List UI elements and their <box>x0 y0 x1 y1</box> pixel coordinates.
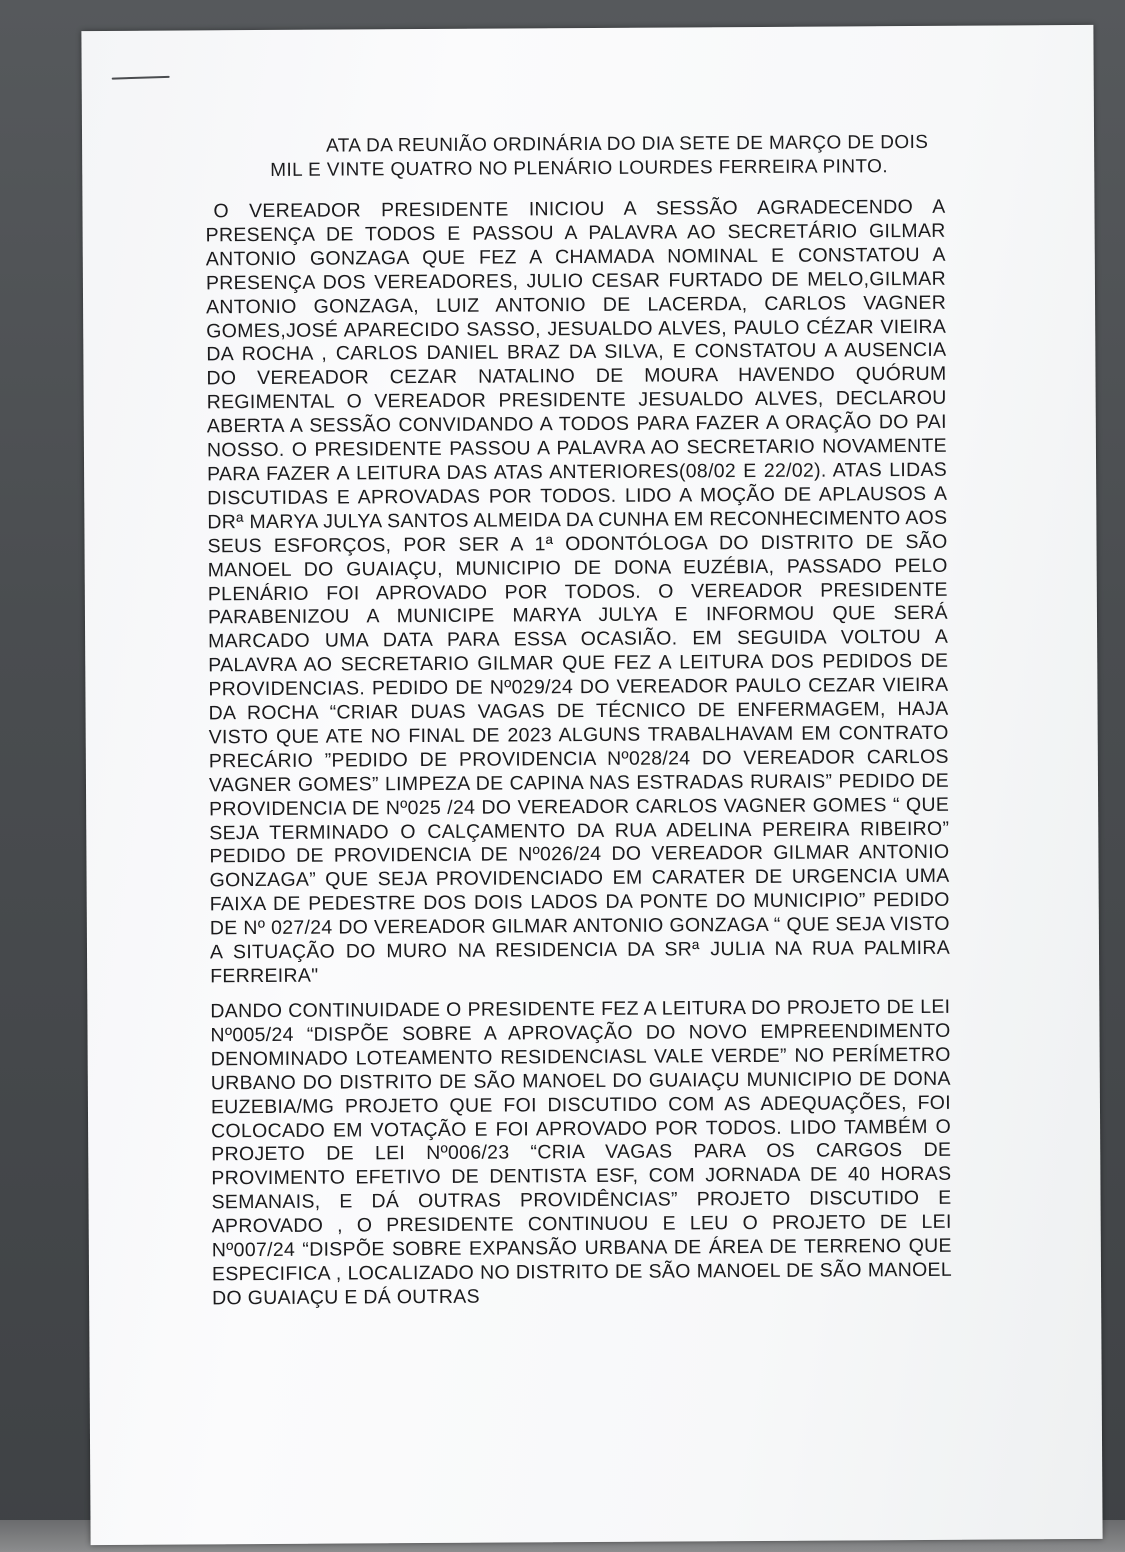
title-line-1: ATA DA REUNIÃO ORDINÁRIA DO DIA SETE DE MARÇO DE DOIS <box>326 131 929 157</box>
document-title <box>262 131 942 183</box>
pen-stroke-mark <box>112 76 170 80</box>
document-page <box>81 25 1102 1545</box>
title-line-2: MIL E VINTE QUATRO NO PLENÁRIO LOURDES FERREIRA PINTO. <box>270 156 889 181</box>
minutes-paragraph-2: DANDO CONTINUIDADE O PRESIDENTE FEZ A LEITURA DO PROJETO DE LEI Nº005/24 “DISPÕE SOBRE A APROVAÇÃO DO NOVO EMPREENDIMENTO DENOMINADO LOTEAMENTO RESIDENCIASL VALE VERDE” NO PERÍMETRO URBANO DO DISTRITO DE SÃO MANOEL DO GUAIAÇU MUNICIPIO DE DONA EUZEBIA/MG PROJETO QUE FOI DISCUTIDO COM AS ADEQUAÇÕES, FOI COLOCADO EM VOTAÇÃO E FOI APROVADO POR TODOS. LIDO TAMBÉM O PROJETO DE LEI Nº006/23 “CRIA VAGAS PARA OS CARGOS DE PROVIMENTO EFETIVO DE DENTISTA ESF, COM JORNADA DE 40 HORAS SEMANAIS, E DÁ OUTRAS PROVIDÊNCIAS” PROJETO DISCUTIDO E APROVADO , O PRESIDENTE CONTINUOU E LEU O PROJETO DE LEI Nº007/24 “DISPÕE SOBRE EXPANSÃO URBANA DE ÁREA DE TERRENO QUE ESPECIFICA , LOCALIZADO NO DISTRITO DE SÃO MANOEL DE SÃO MANOEL DO GUAIAÇU E DÁ OUTRAS <box>210 995 953 1310</box>
minutes-paragraph-1: O VEREADOR PRESIDENTE INICIOU A SESSÃO AGRADECENDO A PRESENÇA DE TODOS E PASSOU A PALAVRA AO SECRETÁRIO GILMAR ANTONIO GONZAGA QUE FEZ A CHAMADA NOMINAL E CONSTATOU A PRESENÇA DOS VEREADORES, JULIO CESAR FURTADO DE MELO,GILMAR ANTONIO GONZAGA, LUIZ ANTONIO DE LACERDA, CARLOS VAGNER GOMES,JOSÉ APARECIDO SASSO, JESUALDO ALVES, PAULO CÉZAR VIEIRA DA ROCHA , CARLOS DANIEL BRAZ DA SILVA, E CONSTATOU A AUSENCIA DO VEREADOR CEZAR NATALINO DE MOURA HAVENDO QUÓRUM REGIMENTAL O VEREADOR PRESIDENTE JESUALDO ALVES, DECLAROU ABERTA A SESSÃO CONVIDANDO A TODOS PARA FAZER A ORAÇÃO DO PAI NOSSO. O PRESIDENTE PASSOU A PALAVRA AO SECRETARIO NOVAMENTE PARA FAZER A LEITURA DAS ATAS ANTERIORES(08/02 E 22/02). ATAS LIDAS DISCUTIDAS E APROVADAS POR TODOS. LIDO A MOÇÃO DE APLAUSOS A DRª MARYA JULYA SANTOS ALMEIDA DA CUNHA EM RECONHECIMENTO AOS SEUS ESFORÇOS, POR SER A 1ª ODONTÓLOGA DO DISTRITO DE SÃO MANOEL DO GUAIAÇU, MUNICIPIO DE DONA EUZÉBIA, PASSADO PELO PLENÁRIO FOI APROVADO POR TODOS. O VEREADOR PRESIDENTE PARABENIZOU A MUNICIPE MARYA JULYA E INFORMOU QUE SERÁ MARCADO UMA DATA PARA ESSA OCASIÃO. EM SEGUIDA VOLTOU A PALAVRA AO SECRETARIO GILMAR QUE FEZ A LEITURA DOS PEDIDOS DE PROVIDENCIAS. PEDIDO DE Nº029/24 DO VEREADOR PAULO CEZAR VIEIRA DA ROCHA “CRIAR DUAS VAGAS DE TÉCNICO DE ENFERMAGEM, HAJA VISTO QUE ATE NO FINAL DE 2023 ALGUNS TRABALHAVAM EM CONTRATO PRECÁRIO ”PEDIDO DE PROVIDENCIA Nº028/24 DO VEREADOR CARLOS VAGNER GOMES” LIMPEZA DE CAPINA NAS ESTRADAS RURAIS” PEDIDO DE PROVIDENCIA DE Nº025 /24 DO VEREADOR CARLOS VAGNER GOMES “ QUE SEJA TERMINADO O CALÇAMENTO DA RUA ADELINA PEREIRA RIBEIRO” PEDIDO DE PROVIDENCIA DE Nº026/24 DO VEREADOR GILMAR ANTONIO GONZAGA” QUE SEJA PROVIDENCIADO EM CARATER DE URGENCIA UMA FAIXA DE PEDESTRE DOS DOIS LADOS DA PONTE DO MUNICIPIO” PEDIDO DE Nº 027/24 DO VEREADOR GILMAR ANTONIO GONZAGA “ QUE SEJA VISTO A SITUAÇÃO DO MURO NA RESIDENCIA DA SRª JULIA NA RUA PALMIRA FERREIRA" <box>205 195 951 988</box>
